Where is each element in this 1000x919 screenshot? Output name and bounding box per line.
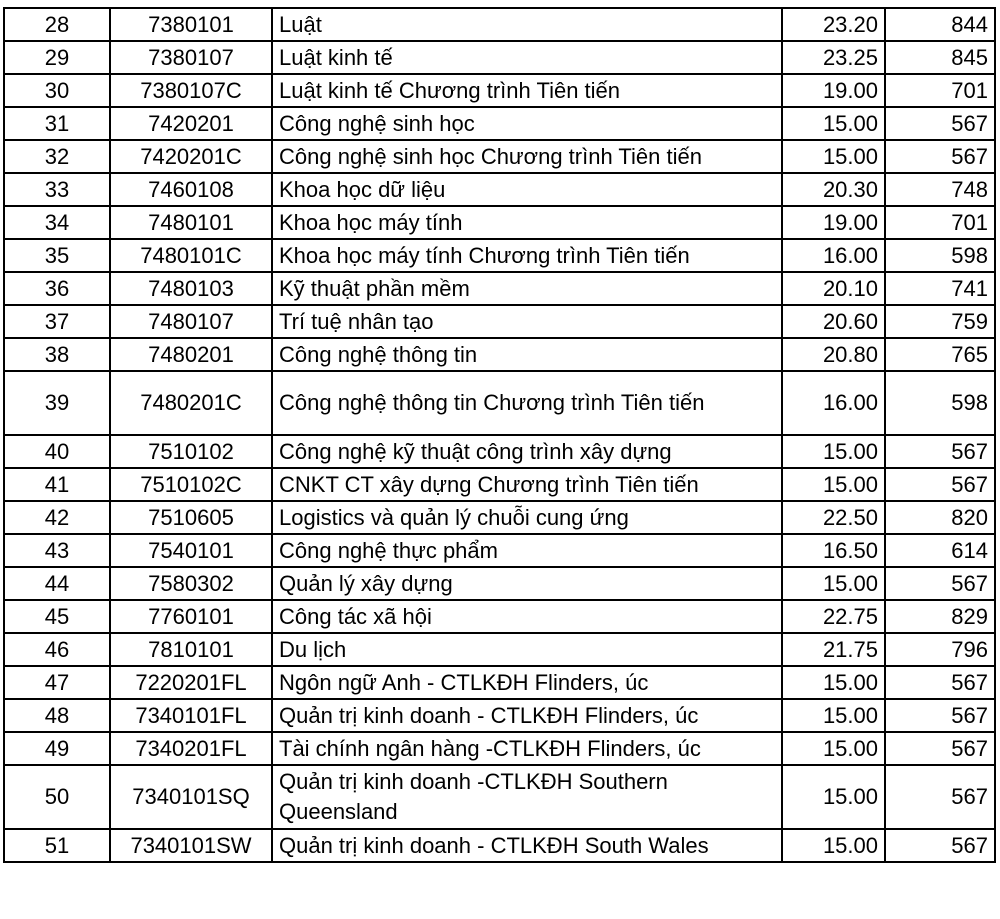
rank-value: 829 [885, 600, 995, 633]
rank-value: 598 [885, 239, 995, 272]
program-code: 7340101FL [110, 699, 272, 732]
cutoff-score: 15.00 [782, 829, 885, 862]
cutoff-score: 15.00 [782, 140, 885, 173]
table-row [4, 699, 995, 732]
program-code: 7580302 [110, 567, 272, 600]
table-row [4, 173, 995, 206]
cutoff-score: 16.50 [782, 534, 885, 567]
table-row [4, 468, 995, 501]
cutoff-score: 20.30 [782, 173, 885, 206]
row-number: 30 [4, 74, 110, 107]
row-number: 45 [4, 600, 110, 633]
rank-value: 567 [885, 107, 995, 140]
rank-value: 701 [885, 206, 995, 239]
row-number: 31 [4, 107, 110, 140]
program-name: Quản trị kinh doanh - CTLKĐH South Wales [272, 829, 782, 862]
program-name: Luật [272, 8, 782, 41]
table-row [4, 435, 995, 468]
row-number: 38 [4, 338, 110, 371]
row-number: 44 [4, 567, 110, 600]
rank-value: 614 [885, 534, 995, 567]
cutoff-score: 16.00 [782, 239, 885, 272]
row-number: 33 [4, 173, 110, 206]
rank-value: 598 [885, 371, 995, 435]
program-name: Tài chính ngân hàng -CTLKĐH Flinders, úc [272, 732, 782, 765]
table-row [4, 567, 995, 600]
cutoff-score: 20.80 [782, 338, 885, 371]
program-code: 7480201 [110, 338, 272, 371]
program-name: Công nghệ thông tin Chương trình Tiên tiến [272, 371, 782, 435]
program-name: Khoa học máy tính Chương trình Tiên tiến [272, 239, 782, 272]
cutoff-score: 23.20 [782, 8, 885, 41]
table-row [4, 371, 995, 435]
program-name: Kỹ thuật phần mềm [272, 272, 782, 305]
rank-value: 567 [885, 666, 995, 699]
cutoff-score: 16.00 [782, 371, 885, 435]
cutoff-score: 15.00 [782, 765, 885, 829]
program-name: Trí tuệ nhân tạo [272, 305, 782, 338]
table-row [4, 140, 995, 173]
row-number: 37 [4, 305, 110, 338]
cutoff-score: 21.75 [782, 633, 885, 666]
program-code: 7510102C [110, 468, 272, 501]
rank-value: 845 [885, 41, 995, 74]
cutoff-score: 15.00 [782, 666, 885, 699]
program-code: 7380101 [110, 8, 272, 41]
row-number: 43 [4, 534, 110, 567]
program-code: 7480201C [110, 371, 272, 435]
rank-value: 567 [885, 765, 995, 829]
program-name: Logistics và quản lý chuỗi cung ứng [272, 501, 782, 534]
program-name: Khoa học dữ liệu [272, 173, 782, 206]
table-row [4, 239, 995, 272]
row-number: 50 [4, 765, 110, 829]
program-code: 7540101 [110, 534, 272, 567]
cutoff-score: 22.75 [782, 600, 885, 633]
program-code: 7340101SW [110, 829, 272, 862]
admissions-table [3, 7, 996, 863]
table-row [4, 765, 995, 829]
table-row [4, 829, 995, 862]
program-name: CNKT CT xây dựng Chương trình Tiên tiến [272, 468, 782, 501]
cutoff-score: 15.00 [782, 732, 885, 765]
cutoff-score: 15.00 [782, 435, 885, 468]
table-row [4, 272, 995, 305]
cutoff-score: 19.00 [782, 74, 885, 107]
rank-value: 796 [885, 633, 995, 666]
program-name: Quản lý xây dựng [272, 567, 782, 600]
program-name: Công nghệ thực phẩm [272, 534, 782, 567]
rank-value: 759 [885, 305, 995, 338]
table-row [4, 8, 995, 41]
program-name: Quản trị kinh doanh - CTLKĐH Flinders, úc [272, 699, 782, 732]
table-row [4, 666, 995, 699]
program-code: 7340101SQ [110, 765, 272, 829]
program-code: 7480103 [110, 272, 272, 305]
row-number: 51 [4, 829, 110, 862]
row-number: 28 [4, 8, 110, 41]
program-code: 7220201FL [110, 666, 272, 699]
cutoff-score: 15.00 [782, 468, 885, 501]
row-number: 35 [4, 239, 110, 272]
program-name: Ngôn ngữ Anh - CTLKĐH Flinders, úc [272, 666, 782, 699]
table-row [4, 206, 995, 239]
cutoff-score: 20.10 [782, 272, 885, 305]
table-row [4, 501, 995, 534]
cutoff-score: 20.60 [782, 305, 885, 338]
table-row [4, 534, 995, 567]
rank-value: 567 [885, 468, 995, 501]
program-code: 7380107C [110, 74, 272, 107]
cutoff-score: 15.00 [782, 567, 885, 600]
program-code: 7420201 [110, 107, 272, 140]
program-name: Khoa học máy tính [272, 206, 782, 239]
program-name: Công nghệ sinh học Chương trình Tiên tiến [272, 140, 782, 173]
rank-value: 567 [885, 829, 995, 862]
rank-value: 820 [885, 501, 995, 534]
row-number: 39 [4, 371, 110, 435]
program-code: 7480101C [110, 239, 272, 272]
row-number: 34 [4, 206, 110, 239]
row-number: 41 [4, 468, 110, 501]
table-body [4, 8, 995, 862]
program-name: Luật kinh tế Chương trình Tiên tiến [272, 74, 782, 107]
program-code: 7480101 [110, 206, 272, 239]
cutoff-score: 23.25 [782, 41, 885, 74]
cutoff-score: 15.00 [782, 107, 885, 140]
rank-value: 765 [885, 338, 995, 371]
program-name: Công nghệ thông tin [272, 338, 782, 371]
table-row [4, 74, 995, 107]
program-code: 7460108 [110, 173, 272, 206]
program-name: Công nghệ sinh học [272, 107, 782, 140]
cutoff-score: 19.00 [782, 206, 885, 239]
cutoff-score: 15.00 [782, 699, 885, 732]
program-name: Luật kinh tế [272, 41, 782, 74]
row-number: 36 [4, 272, 110, 305]
cutoff-score: 22.50 [782, 501, 885, 534]
program-code: 7510102 [110, 435, 272, 468]
row-number: 29 [4, 41, 110, 74]
program-code: 7420201C [110, 140, 272, 173]
row-number: 40 [4, 435, 110, 468]
rank-value: 567 [885, 732, 995, 765]
program-name: Công tác xã hội [272, 600, 782, 633]
program-code: 7480107 [110, 305, 272, 338]
rank-value: 741 [885, 272, 995, 305]
program-name: Công nghệ kỹ thuật công trình xây dựng [272, 435, 782, 468]
program-code: 7810101 [110, 633, 272, 666]
rank-value: 701 [885, 74, 995, 107]
table-row [4, 107, 995, 140]
rank-value: 844 [885, 8, 995, 41]
program-code: 7340201FL [110, 732, 272, 765]
table-row [4, 305, 995, 338]
rank-value: 567 [885, 140, 995, 173]
rank-value: 567 [885, 699, 995, 732]
row-number: 32 [4, 140, 110, 173]
row-number: 46 [4, 633, 110, 666]
table-row [4, 41, 995, 74]
program-code: 7510605 [110, 501, 272, 534]
program-name: Du lịch [272, 633, 782, 666]
rank-value: 748 [885, 173, 995, 206]
rank-value: 567 [885, 435, 995, 468]
row-number: 48 [4, 699, 110, 732]
row-number: 49 [4, 732, 110, 765]
table-row [4, 338, 995, 371]
table-row [4, 633, 995, 666]
table-row [4, 732, 995, 765]
program-code: 7380107 [110, 41, 272, 74]
row-number: 42 [4, 501, 110, 534]
row-number: 47 [4, 666, 110, 699]
rank-value: 567 [885, 567, 995, 600]
program-name: Quản trị kinh doanh -CTLKĐH Southern Queensland [272, 765, 782, 829]
program-code: 7760101 [110, 600, 272, 633]
table-row [4, 600, 995, 633]
